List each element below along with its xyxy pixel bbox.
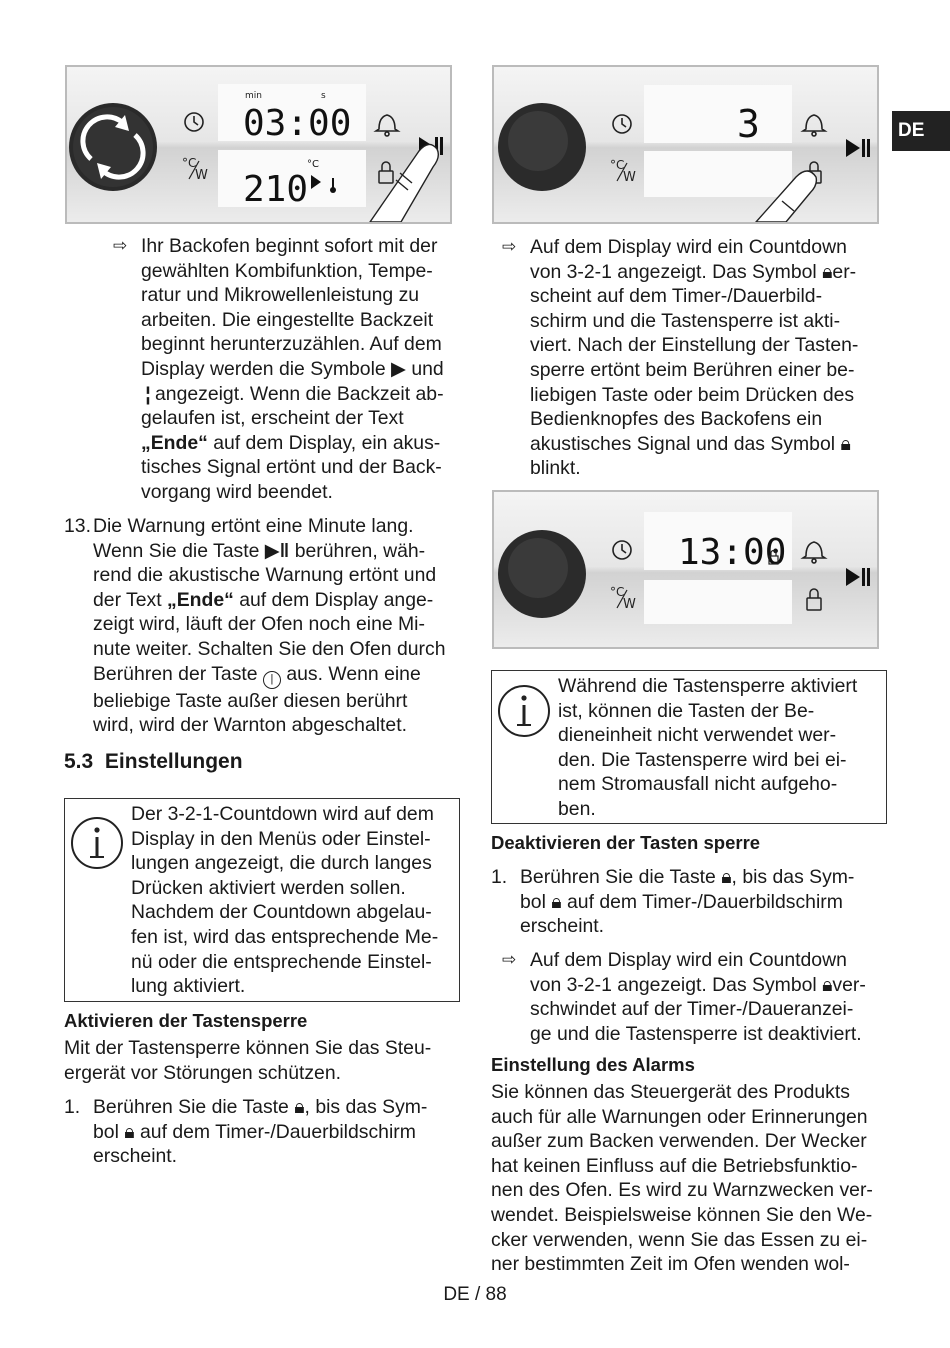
lcd-time: 03:00: [243, 103, 352, 144]
unit-label-w: W: [195, 168, 208, 183]
step-1-deactivate: 1. Berühren Sie die Taste 🔒︎, bis das Sym- bol 🔒︎ auf dem Timer-/Dauerbildschirm erscheint.: [491, 866, 855, 938]
svg-text:W: W: [623, 597, 636, 612]
svg-text:min: min: [245, 91, 262, 101]
svg-text:°C: °C: [610, 585, 625, 599]
subheading-deactivate-lock: Deaktivieren der Tasten sperre: [491, 832, 761, 853]
step-13: 13. Die Warnung ertönt eine Minute lang. Wenn Sie die Taste ▶‖ berühren, wäh- rend die akustische Warnung ertönt und der Text „Ende“ auf dem Display ange- zeigt wird, läuft der Ofen noch eine Mi- nute weiter. Schalten Sie den Ofen durch Berühren der Taste | aus. Wenn eine beliebige Taste außer diesen berührt wird, wird der Warnton abgeschaltet.: [64, 515, 446, 737]
control-panel-illustration-1: [65, 65, 452, 224]
lock-icon: 🔒︎: [294, 1096, 305, 1118]
language-tab: DE: [892, 111, 950, 151]
section-heading: 5.3 Einstellungen: [64, 750, 243, 773]
page-number: DE / 88: [443, 1284, 507, 1305]
bell-icon: [803, 115, 825, 136]
power-icon: |: [263, 671, 281, 689]
result-text-3: ⇨ Auf dem Display wird ein Countdown von 3-2-1 angezeigt. Das Symbol 🔒︎ver- schwindet auf der Timer-/Daueranzei- ge und die Tastensperre ist deaktiviert.: [502, 949, 866, 1045]
lock-icon: 🔒︎: [822, 260, 833, 283]
thermometer-icon: ¦: [145, 382, 151, 405]
result-arrow-icon: ⇨: [502, 237, 517, 256]
lock-icon: 🔒︎: [551, 890, 562, 913]
svg-text:°C: °C: [307, 159, 319, 170]
bell-icon: [803, 542, 825, 563]
lcd-top: [644, 85, 792, 143]
subheading-activate-lock: Aktivieren der Tastensperre: [64, 1010, 308, 1031]
result-arrow-icon: ⇨: [113, 236, 128, 255]
step-1-activate: 1. Berühren Sie die Taste 🔒︎, bis das Sym- bol 🔒︎ auf dem Timer-/Dauerbildschirm erscheint.: [64, 1096, 428, 1168]
lock-icon: [379, 162, 393, 183]
lock-icon: 🔒︎: [822, 973, 833, 996]
lock-icon: 🔒︎: [124, 1120, 135, 1143]
play-pause-button: [846, 139, 860, 157]
lcd-temp: 210: [243, 169, 309, 210]
subheading-alarm-setting: Einstellung des Alarms: [491, 1054, 695, 1075]
result-arrow-icon: ⇨: [502, 950, 517, 969]
lcd-time: 13:00: [678, 532, 787, 573]
lock-icon: [807, 589, 821, 610]
lcd-countdown-digit: 3: [737, 102, 760, 146]
play-icon: ▶: [391, 357, 406, 380]
result-text-1: ⇨ Ihr Backofen beginnt sofort mit der gewählten Kombifunktion, Tempe- ratur und Mikrowellenleistung zu arbeiten. Die eingestellte Backzeit beginnt herunterzuzählen. Auf dem Display werden die Symbole ▶ und ¦ angezeigt. Wenn die Backzeit ab- gelaufen ist, erscheint der Text „Ende“ auf dem Display, ein akus- tisches Signal ertönt und der Back- vorgang wird beendet.: [113, 235, 444, 503]
lock-icon: 🔒︎: [721, 866, 732, 888]
svg-text:°C: °C: [610, 158, 625, 172]
info-box-1: Der 3-2-1-Countdown wird auf dem Display in den Menüs oder Einstel- lungen angezeigt, die durch langes Drücken aktiviert werden sollen. Nachdem der Countdown abgelau- fen ist, wird das entsprechende Me- nü oder die entsprechende Einstel- lung aktiviert.: [64, 798, 460, 1002]
control-panel-illustration-3: [492, 490, 879, 649]
play-pause-icon: ▶‖: [264, 539, 290, 562]
info-icon: [496, 683, 552, 739]
play-pause-button: [846, 568, 860, 586]
lcd-bottom: [644, 580, 792, 624]
info-box-2: Während die Tastensperre aktiviert ist, können die Tasten der Be- dieneinheit nicht verwendet wer- den. Die Tastensperre wird bei ei- nem Stromausfall nicht aufgeho- ben.: [491, 670, 887, 824]
activate-lock-text: Mit der Tastensperre können Sie das Steu- ergerät vor Störungen schützen.: [64, 1037, 432, 1084]
svg-text:W: W: [623, 170, 636, 185]
result-text-2: ⇨ Auf dem Display wird ein Countdown von 3-2-1 angezeigt. Das Symbol 🔒︎er- scheint auf dem Timer-/Dauerbild- schirm und die Tastensperre ist akti- viert. Nach der Einstellung der Tasten- sperre ertönt beim Berühren einer be- liebigen Taste oder beim Drücken des Bedienknopfes des Backofens ein akustisches Signal und das Symbol 🔒︎ blinkt.: [502, 236, 859, 480]
info-icon: [69, 815, 125, 871]
control-panel-illustration-2: [492, 65, 879, 224]
bell-icon: [376, 115, 398, 136]
lock-icon: 🔒︎: [840, 432, 851, 455]
unit-label-c: °C: [182, 156, 197, 170]
svg-text:s: s: [321, 91, 326, 101]
lcd-bottom: [644, 151, 792, 197]
alarm-setting-text: Sie können das Steuergerät des Produkts auch für alle Warnungen oder Erinnerungen außer zum Backen verwenden. Der Wecker hat keinen Einfluss auf die Betriebsfunktio- nen des Ofen. Es wird zu Warnzwecken ver- wendet. Beispielsweise können Sie den We- cker verwenden, wenn Sie das Essen zu ei- ner bestimmten Zeit im Ofen wenden wol-: [491, 1081, 873, 1276]
